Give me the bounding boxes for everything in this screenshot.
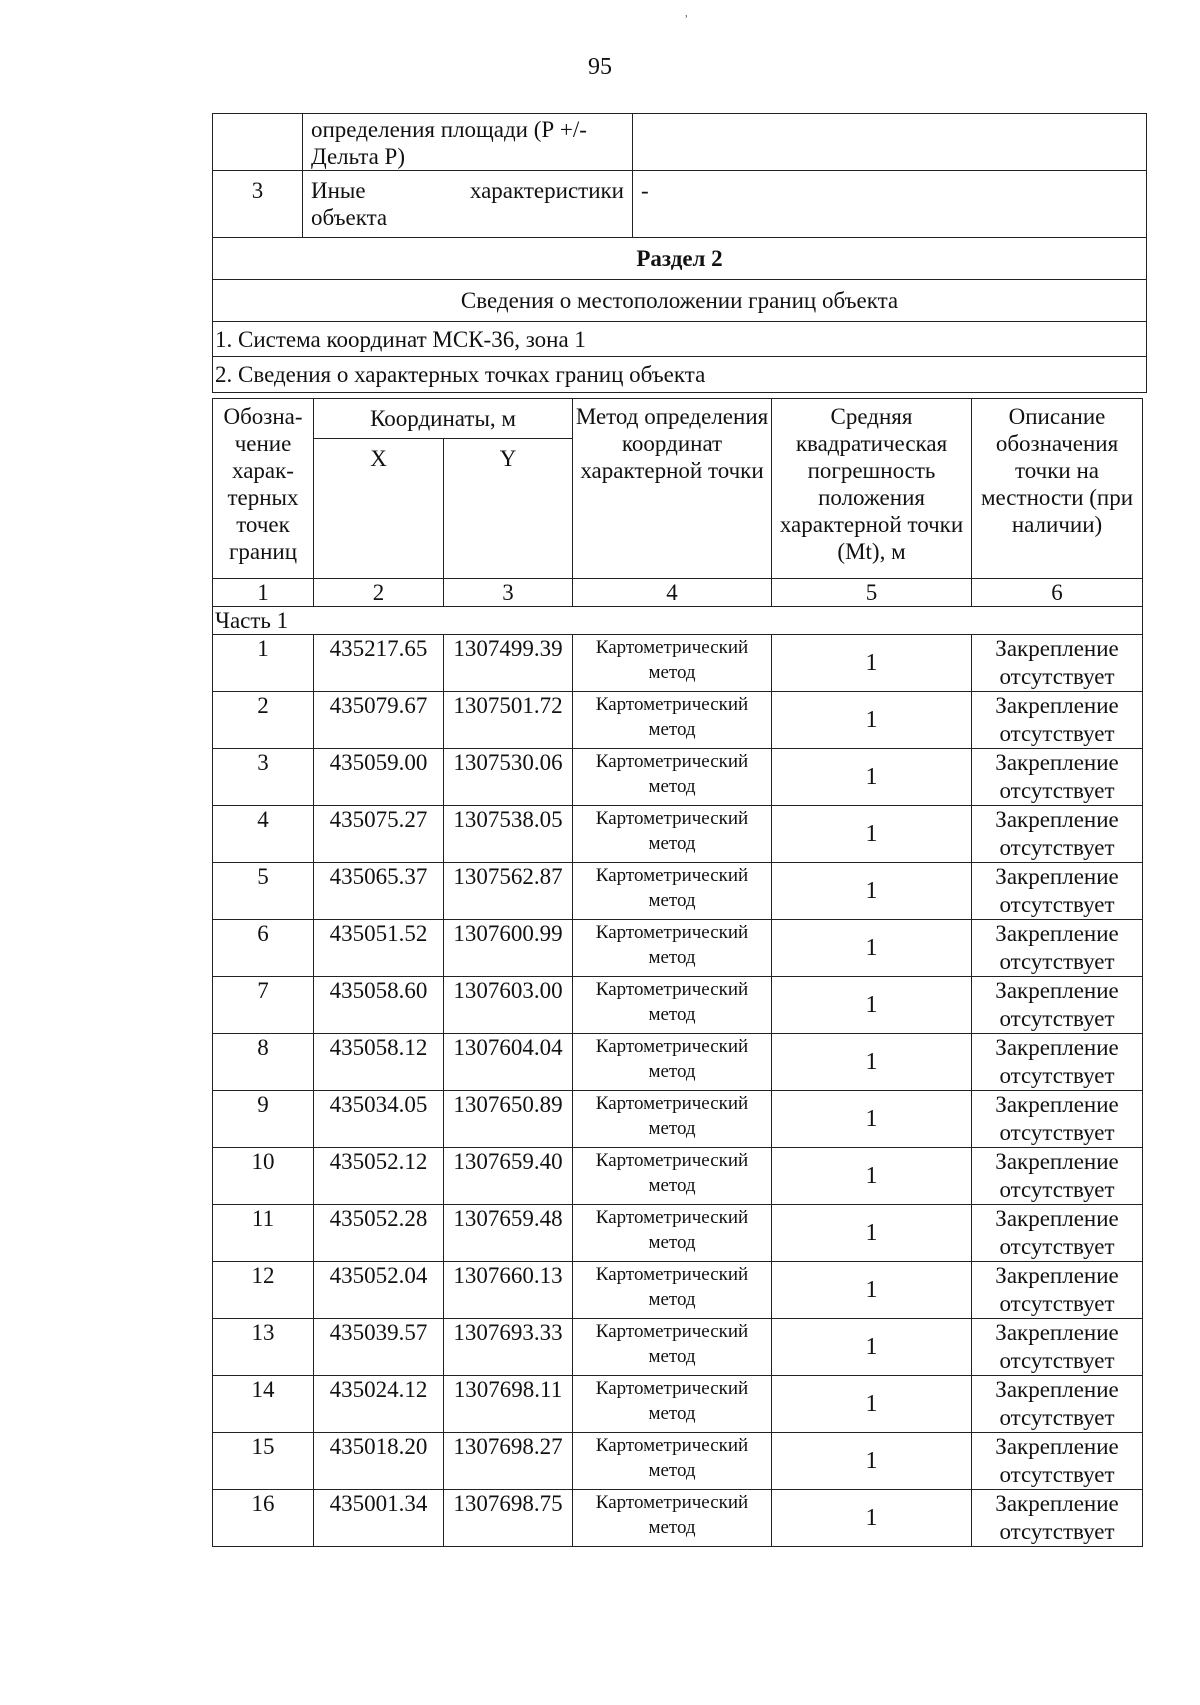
error-cell: 1 <box>772 1034 972 1091</box>
description-cell: Закрепление отсутствует <box>972 806 1143 863</box>
method-cell: Картометрический метод <box>573 1490 772 1547</box>
coord-x: 435034.05 <box>314 1091 444 1148</box>
table-row <box>213 1490 1143 1547</box>
coord-x: 435058.12 <box>314 1034 444 1091</box>
table-row <box>213 1319 1143 1376</box>
coord-y: 1307538.05 <box>444 806 573 863</box>
error-cell: 1 <box>772 749 972 806</box>
table-row <box>213 1262 1143 1319</box>
table-row <box>213 1376 1143 1433</box>
description-cell: Закрепление отсутствует <box>972 1034 1143 1091</box>
point-number: 5 <box>213 863 314 920</box>
points-caption-row <box>213 357 1147 393</box>
point-number: 11 <box>213 1205 314 1262</box>
coord-system: 1. Система координат МСК-36, зона 1 <box>213 322 1147 357</box>
table-row <box>213 863 1143 920</box>
coord-x: 435052.04 <box>314 1262 444 1319</box>
header-coordinates: Координаты, м <box>314 399 573 439</box>
header-x: X <box>314 439 444 579</box>
error-cell: 1 <box>772 1205 972 1262</box>
column-number: 5 <box>772 579 972 607</box>
characteristic-value: - <box>633 171 1147 238</box>
coord-x: 435001.34 <box>314 1490 444 1547</box>
method-cell: Картометрический метод <box>573 977 772 1034</box>
method-cell: Картометрический метод <box>573 1205 772 1262</box>
point-number: 8 <box>213 1034 314 1091</box>
method-cell: Картометрический метод <box>573 863 772 920</box>
method-cell: Картометрический метод <box>573 920 772 977</box>
coord-x: 435051.52 <box>314 920 444 977</box>
column-numbers-row <box>213 579 1143 607</box>
description-cell: Закрепление отсутствует <box>972 1262 1143 1319</box>
table-row <box>213 977 1143 1034</box>
point-number: 1 <box>213 635 314 692</box>
header-method: Метод определения координат характерной точки <box>573 399 772 579</box>
point-number: 10 <box>213 1148 314 1205</box>
section-title: Раздел 2 <box>213 238 1147 280</box>
error-cell: 1 <box>772 920 972 977</box>
section-title-row <box>213 238 1147 280</box>
part-label: Часть 1 <box>213 607 1143 635</box>
method-cell: Картометрический метод <box>573 1034 772 1091</box>
coord-y: 1307693.33 <box>444 1319 573 1376</box>
scan-tick-mark: ʾ <box>684 14 689 29</box>
description-cell: Закрепление отсутствует <box>972 749 1143 806</box>
characteristic-name <box>303 171 633 238</box>
header-row <box>213 399 1143 439</box>
point-number: 3 <box>213 749 314 806</box>
method-cell: Картометрический метод <box>573 1319 772 1376</box>
method-cell: Картометрический метод <box>573 635 772 692</box>
coord-x: 435059.00 <box>314 749 444 806</box>
point-number: 15 <box>213 1433 314 1490</box>
coord-x: 435079.67 <box>314 692 444 749</box>
description-cell: Закрепление отсутствует <box>972 1319 1143 1376</box>
table-row <box>213 920 1143 977</box>
error-cell: 1 <box>772 1091 972 1148</box>
method-cell: Картометрический метод <box>573 692 772 749</box>
object-characteristics-table <box>212 113 1147 393</box>
error-cell: 1 <box>772 692 972 749</box>
description-cell: Закрепление отсутствует <box>972 1205 1143 1262</box>
coord-x: 435024.12 <box>314 1376 444 1433</box>
point-number: 7 <box>213 977 314 1034</box>
point-number: 2 <box>213 692 314 749</box>
error-cell: 1 <box>772 977 972 1034</box>
coord-x: 435052.12 <box>314 1148 444 1205</box>
description-cell: Закрепление отсутствует <box>972 863 1143 920</box>
coord-y: 1307501.72 <box>444 692 573 749</box>
coord-x: 435039.57 <box>314 1319 444 1376</box>
error-cell: 1 <box>772 1490 972 1547</box>
column-number: 6 <box>972 579 1143 607</box>
characteristic-value <box>633 114 1147 171</box>
coord-x: 435065.37 <box>314 863 444 920</box>
method-cell: Картометрический метод <box>573 1376 772 1433</box>
method-cell: Картометрический метод <box>573 1433 772 1490</box>
coord-y: 1307698.11 <box>444 1376 573 1433</box>
area-determination-row <box>213 114 1147 171</box>
description-cell: Закрепление отсутствует <box>972 1433 1143 1490</box>
coord-y: 1307600.99 <box>444 920 573 977</box>
table-row <box>213 1148 1143 1205</box>
error-cell: 1 <box>772 1433 972 1490</box>
column-number: 3 <box>444 579 573 607</box>
coord-x: 435058.60 <box>314 977 444 1034</box>
header-designation: Обозна- чение харак- терных точек границ <box>213 399 314 579</box>
description-cell: Закрепление отсутствует <box>972 1490 1143 1547</box>
point-number: 9 <box>213 1091 314 1148</box>
point-number: 12 <box>213 1262 314 1319</box>
name-line: Иные характеристики <box>311 178 624 203</box>
page-number: 95 <box>588 54 612 80</box>
coord-y: 1307499.39 <box>444 635 573 692</box>
method-cell: Картометрический метод <box>573 749 772 806</box>
description-cell: Закрепление отсутствует <box>972 1091 1143 1148</box>
section-subtitle: Сведения о местоположении границ объекта <box>213 280 1147 322</box>
point-number: 13 <box>213 1319 314 1376</box>
boundary-points-table <box>212 398 1143 1547</box>
characteristic-name <box>303 114 633 171</box>
table-row <box>213 635 1143 692</box>
method-cell: Картометрический метод <box>573 1148 772 1205</box>
error-cell: 1 <box>772 806 972 863</box>
description-cell: Закрепление отсутствует <box>972 1376 1143 1433</box>
description-cell: Закрепление отсутствует <box>972 1148 1143 1205</box>
section-subtitle-row <box>213 280 1147 322</box>
table-row <box>213 806 1143 863</box>
part-row <box>213 607 1143 635</box>
error-cell: 1 <box>772 863 972 920</box>
header-error: Средняя квадратическая погрешность положения характерной точки (Mt), м <box>772 399 972 579</box>
description-cell: Закрепление отсутствует <box>972 977 1143 1034</box>
error-cell: 1 <box>772 1148 972 1205</box>
coord-y: 1307659.48 <box>444 1205 573 1262</box>
description-cell: Закрепление отсутствует <box>972 692 1143 749</box>
row-number <box>213 114 303 171</box>
name-line: Дельта Р) <box>311 144 406 169</box>
coord-y: 1307530.06 <box>444 749 573 806</box>
coord-y: 1307660.13 <box>444 1262 573 1319</box>
coord-y: 1307603.00 <box>444 977 573 1034</box>
coord-x: 435052.28 <box>314 1205 444 1262</box>
point-number: 4 <box>213 806 314 863</box>
other-characteristics-row <box>213 171 1147 238</box>
column-number: 1 <box>213 579 314 607</box>
coord-y: 1307698.75 <box>444 1490 573 1547</box>
description-cell: Закрепление отсутствует <box>972 920 1143 977</box>
table-row <box>213 1091 1143 1148</box>
table-row <box>213 749 1143 806</box>
row-number: 3 <box>213 171 303 238</box>
coord-y: 1307659.40 <box>444 1148 573 1205</box>
point-number: 14 <box>213 1376 314 1433</box>
table-row <box>213 1433 1143 1490</box>
method-cell: Картометрический метод <box>573 1091 772 1148</box>
error-cell: 1 <box>772 635 972 692</box>
point-number: 16 <box>213 1490 314 1547</box>
coord-x: 435075.27 <box>314 806 444 863</box>
error-cell: 1 <box>772 1262 972 1319</box>
description-cell: Закрепление отсутствует <box>972 635 1143 692</box>
points-caption: 2. Сведения о характерных точках границ объекта <box>213 357 1147 393</box>
name-line: объекта <box>311 205 388 230</box>
coord-system-row <box>213 322 1147 357</box>
table-row <box>213 1034 1143 1091</box>
table-row <box>213 1205 1143 1262</box>
coord-y: 1307604.04 <box>444 1034 573 1091</box>
header-description: Описание обозначения точки на местности (при наличии) <box>972 399 1143 579</box>
method-cell: Картометрический метод <box>573 1262 772 1319</box>
coord-x: 435018.20 <box>314 1433 444 1490</box>
coord-y: 1307562.87 <box>444 863 573 920</box>
name-line: определения площади (Р +/- <box>311 117 587 142</box>
coord-y: 1307698.27 <box>444 1433 573 1490</box>
method-cell: Картометрический метод <box>573 806 772 863</box>
points-body <box>213 635 1143 1547</box>
coord-x: 435217.65 <box>314 635 444 692</box>
table-row <box>213 692 1143 749</box>
error-cell: 1 <box>772 1376 972 1433</box>
header-y: Y <box>444 439 573 579</box>
column-number: 2 <box>314 579 444 607</box>
column-number: 4 <box>573 579 772 607</box>
coord-y: 1307650.89 <box>444 1091 573 1148</box>
error-cell: 1 <box>772 1319 972 1376</box>
point-number: 6 <box>213 920 314 977</box>
